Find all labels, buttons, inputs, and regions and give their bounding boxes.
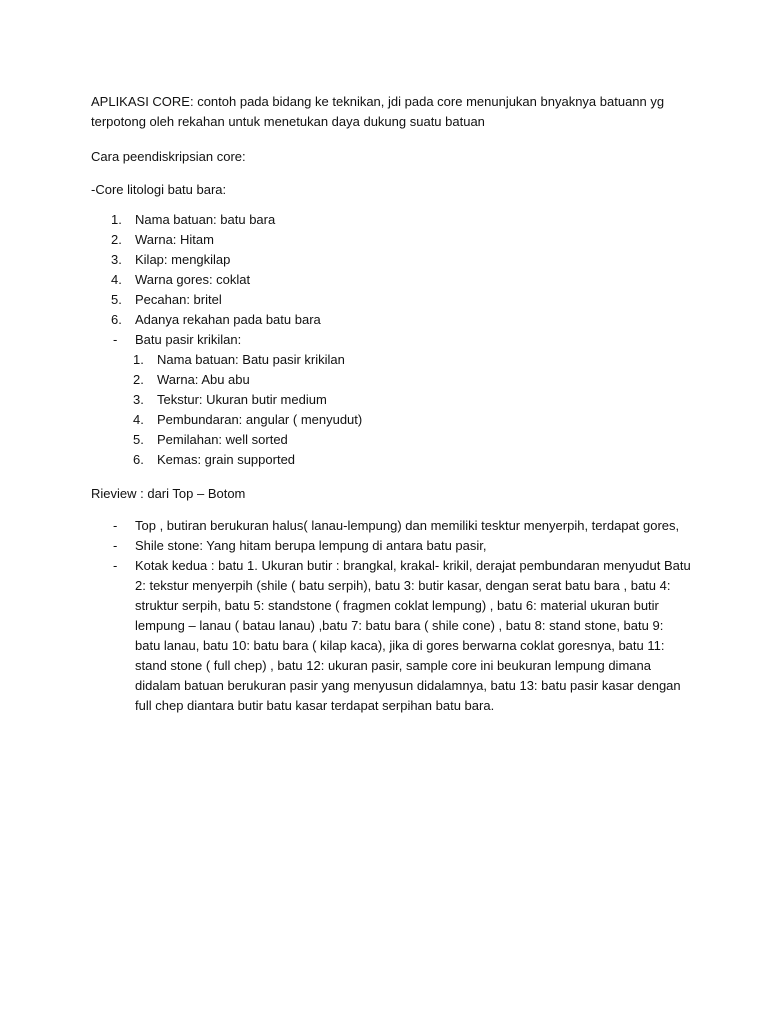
list-item bbox=[91, 430, 691, 450]
list-item-text: Pemilahan: well sorted bbox=[157, 432, 288, 447]
intro-paragraph: APLIKASI CORE: contoh pada bidang ke teknikan, jdi pada core menunjukan bnyaknya batuann yg terpotong oleh rekahan untuk menetukan daya dukung suatu batuan bbox=[91, 94, 665, 129]
list-marker: 5. bbox=[133, 432, 144, 447]
list-marker: 5. bbox=[111, 292, 122, 307]
list-item-text: Kilap: mengkilap bbox=[135, 252, 231, 267]
list-item-text: Adanya rekahan pada batu bara bbox=[135, 312, 321, 327]
review-heading: Rieview : dari Top – Botom bbox=[91, 486, 246, 501]
list-item-text: Kotak kedua : batu 1. Ukuran butir : brangkal, krakal- krikil, derajat pembundaran menyudut Batu 2: tekstur menyerpih (shile ( batu serpih), batu 3: butir kasar, dengan serat batu bara , batu 4: struktur serpih, batu 5: standstone ( fragmen coklat lempung) , batu 6: material ukuran butir lempung – lanau ( batau lanau) ,batu 7: batu bara ( shile cone) , batu 8: stand stone, batu 9: batu lanau, batu 10: batu bara ( kilap kaca), jika di gores berwarna coklat goresnya, batu 11: stand stone ( full chep) , batu 12: ukuran pasir, sample core ini beukuran lempung dimana didalam batuan berukuran pasir yang menyusun didalamnya, batu 13: batu pasir kasar dengan full chep diantara butir batu kasar terdapat serpihan batu bara. bbox=[135, 558, 691, 713]
list-item-text: Warna: Abu abu bbox=[157, 372, 250, 387]
list-item-text: Pecahan: britel bbox=[135, 292, 222, 307]
list-marker: 6. bbox=[133, 452, 144, 467]
list-item-text: Nama batuan: Batu pasir krikilan bbox=[157, 352, 345, 367]
list-marker: 2. bbox=[111, 232, 122, 247]
list-item bbox=[91, 270, 691, 290]
sandstone-item bbox=[91, 330, 691, 350]
list-item bbox=[91, 310, 691, 330]
list-marker: - bbox=[113, 538, 118, 553]
list-item bbox=[91, 556, 691, 716]
sandstone-label: Batu pasir krikilan: bbox=[135, 332, 242, 347]
list-item bbox=[91, 290, 691, 310]
list-item bbox=[91, 536, 691, 556]
list-marker: 1. bbox=[111, 212, 122, 227]
description-heading: Cara peendiskripsian core: bbox=[91, 149, 246, 164]
list-item bbox=[91, 410, 691, 430]
list-marker: 3. bbox=[111, 252, 122, 267]
list-item bbox=[91, 350, 691, 370]
list-item-text: Warna: Hitam bbox=[135, 232, 214, 247]
coal-core-heading: -Core litologi batu bara: bbox=[91, 182, 227, 197]
list-item bbox=[91, 210, 691, 230]
list-item-text: Top , butiran berukuran halus( lanau-lempung) dan memiliki tesktur menyerpih, terdapat gores, bbox=[135, 518, 680, 533]
list-item-text: Pembundaran: angular ( menyudut) bbox=[157, 412, 363, 427]
list-marker: - bbox=[113, 518, 118, 533]
sandstone-sublist-wrapper bbox=[91, 350, 691, 470]
list-item bbox=[91, 516, 691, 536]
review-list bbox=[91, 516, 691, 716]
list-item-text: Warna gores: coklat bbox=[135, 272, 251, 287]
list-item-text: Tekstur: Ukuran butir medium bbox=[157, 392, 327, 407]
list-item bbox=[91, 250, 691, 270]
list-item-text: Nama batuan: batu bara bbox=[135, 212, 276, 227]
list-marker: 2. bbox=[133, 372, 144, 387]
list-item bbox=[91, 450, 691, 470]
list-item-text: Shile stone: Yang hitam berupa lempung di antara batu pasir, bbox=[135, 538, 487, 553]
list-marker: 1. bbox=[133, 352, 144, 367]
list-marker: 3. bbox=[133, 392, 144, 407]
list-marker: 4. bbox=[111, 272, 122, 287]
list-marker: 6. bbox=[111, 312, 122, 327]
list-marker: - bbox=[113, 332, 118, 347]
sandstone-properties-list bbox=[91, 350, 691, 470]
list-marker: 4. bbox=[133, 412, 144, 427]
list-item bbox=[91, 370, 691, 390]
coal-properties-list bbox=[91, 210, 691, 470]
list-item bbox=[91, 390, 691, 410]
list-marker: - bbox=[113, 558, 118, 573]
list-item bbox=[91, 230, 691, 250]
list-item-text: Kemas: grain supported bbox=[157, 452, 296, 467]
